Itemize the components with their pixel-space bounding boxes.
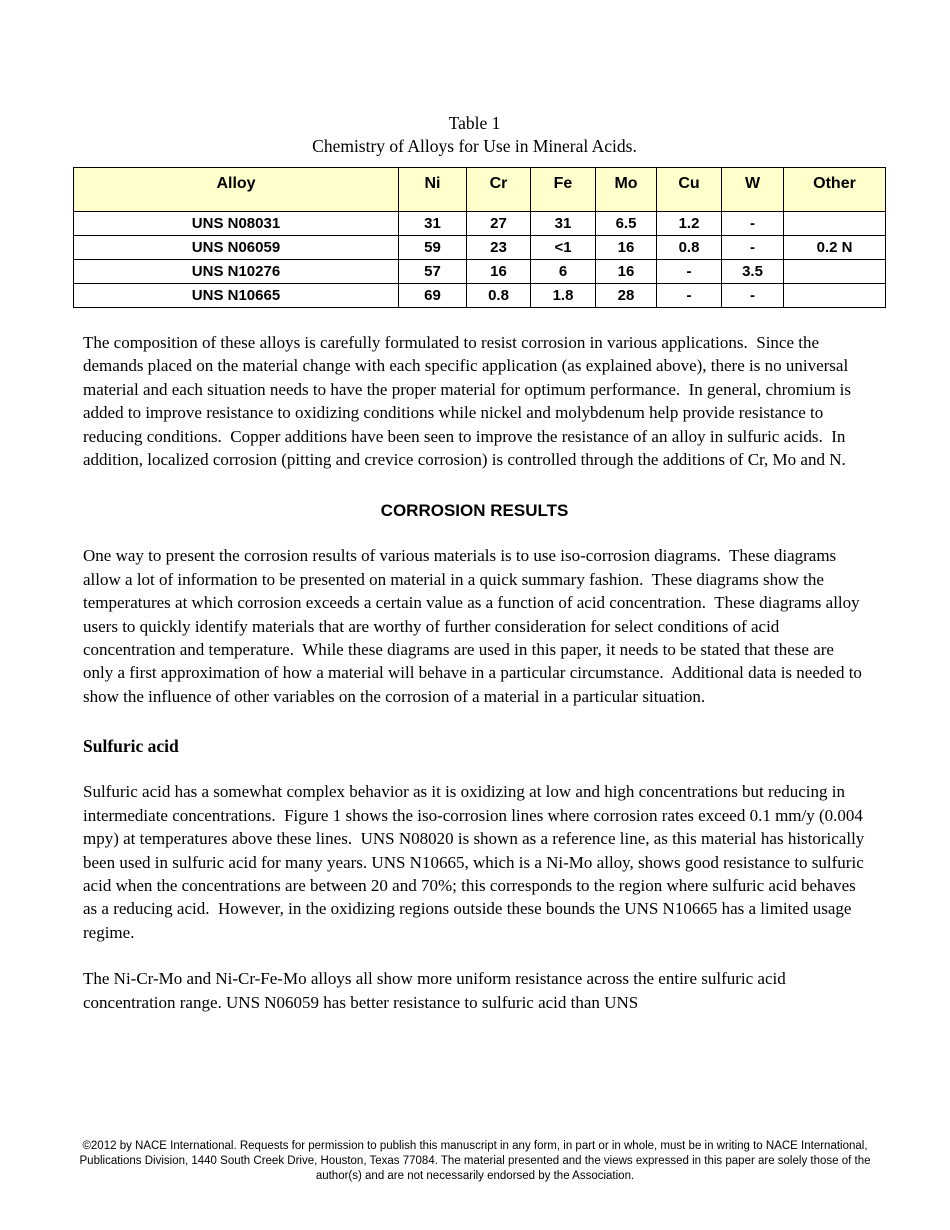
table-header-row <box>74 168 886 212</box>
column-header: Cr <box>467 168 531 212</box>
composition-value-cell: - <box>657 260 722 284</box>
table-row <box>74 284 886 308</box>
composition-value-cell <box>784 260 886 284</box>
composition-value-cell: 6 <box>531 260 596 284</box>
alloy-chemistry-table <box>73 167 886 308</box>
heading-corrosion-results: CORROSION RESULTS <box>380 501 569 521</box>
composition-value-cell: 31 <box>399 212 467 236</box>
composition-value-cell: 23 <box>467 236 531 260</box>
heading-sulfuric-acid: Sulfuric acid <box>83 736 179 757</box>
footer-copyright: ©2012 by NACE International. Requests for permission to publish this manuscript in any form, in part or in whole, must be in writing to NACE International, Publications Division, 1440 South Creek Drive, Houston, Texas 77084. The material presented and the views expressed in this paper are solely those of the author(s) and are not necessarily endorsed by the Association. <box>79 1140 871 1182</box>
composition-value-cell: 16 <box>596 260 657 284</box>
composition-value-cell: 28 <box>596 284 657 308</box>
paragraph-sulfuric-acid-behavior: Sulfuric acid has a somewhat complex behavior as it is oxidizing at low and high concentrations but reducing in intermediate concentrations. Figure 1 shows the iso-corrosion lines where corrosion rates exceed 0.1 mm/y (0.004 mpy) at temperatures above these lines. UNS N08020 is shown as a reference line, as this material has historically been used in sulfuric acid for many years. UNS N10665, which is a Ni-Mo alloy, shows good resistance to sulfuric acid when the concentrations are between 20 and 70%; this corresponds to the region where sulfuric acid behaves as a reducing acid. However, in the oxidizing regions outside these bounds the UNS N10665 has a limited usage regime. <box>83 782 869 942</box>
composition-value-cell: - <box>722 236 784 260</box>
column-header: Mo <box>596 168 657 212</box>
composition-value-cell: 59 <box>399 236 467 260</box>
composition-value-cell: 6.5 <box>596 212 657 236</box>
composition-value-cell: 16 <box>467 260 531 284</box>
composition-value-cell: 69 <box>399 284 467 308</box>
composition-value-cell: - <box>722 212 784 236</box>
column-header: Alloy <box>74 168 399 212</box>
column-header: Ni <box>399 168 467 212</box>
composition-value-cell: - <box>722 284 784 308</box>
composition-value-cell: 27 <box>467 212 531 236</box>
composition-value-cell: 3.5 <box>722 260 784 284</box>
composition-value-cell: 1.2 <box>657 212 722 236</box>
table-row <box>74 236 886 260</box>
alloy-name-cell: UNS N08031 <box>74 212 399 236</box>
table-row <box>74 260 886 284</box>
composition-value-cell: 0.8 <box>657 236 722 260</box>
alloy-name-cell: UNS N06059 <box>74 236 399 260</box>
composition-value-cell <box>784 212 886 236</box>
composition-value-cell: 57 <box>399 260 467 284</box>
composition-value-cell: 0.8 <box>467 284 531 308</box>
composition-value-cell: 16 <box>596 236 657 260</box>
paragraph-ni-cr-mo-alloys: The Ni-Cr-Mo and Ni-Cr-Fe-Mo alloys all show more uniform resistance across the entire sulfuric acid concentration range. UNS N06059 has better resistance to sulfuric acid than UNS <box>83 969 790 1012</box>
table-title-block <box>83 112 866 158</box>
composition-value-cell: 0.2 N <box>784 236 886 260</box>
alloy-name-cell: UNS N10665 <box>74 284 399 308</box>
paragraph-iso-corrosion: One way to present the corrosion results of various materials is to use iso-corrosion diagrams. These diagrams allow a lot of information to be presented on material in a quick summary fashion. These diagrams show the temperatures at which corrosion exceeds a certain value as a function of acid concentration. These diagrams alloy users to quickly identify materials that are worthy of further consideration for select conditions of acid concentration and temperature. While these diagrams are used in this paper, it needs to be stated that these are only a first approximation of how a material will behave in a particular circumstance. Additional data is needed to show the influence of other variables on the corrosion of a material in a particular situation. <box>83 546 867 706</box>
alloy-name-cell: UNS N10276 <box>74 260 399 284</box>
column-header: Other <box>784 168 886 212</box>
table-caption: Chemistry of Alloys for Use in Mineral Acids. <box>312 136 637 156</box>
composition-value-cell <box>784 284 886 308</box>
column-header: W <box>722 168 784 212</box>
composition-value-cell: 31 <box>531 212 596 236</box>
table-title: Table 1 <box>448 113 501 133</box>
composition-value-cell: <1 <box>531 236 596 260</box>
table-row <box>74 212 886 236</box>
column-header: Cu <box>657 168 722 212</box>
column-header: Fe <box>531 168 596 212</box>
composition-value-cell: 1.8 <box>531 284 596 308</box>
composition-value-cell: - <box>657 284 722 308</box>
paragraph-alloy-composition: The composition of these alloys is carefully formulated to resist corrosion in various applications. Since the demands placed on the material change with each specific application (as explained above), there is no universal material and each situation needs to have the proper material for optimum performance. In general, chromium is added to improve resistance to oxidizing conditions while nickel and molybdenum help provide resistance to reducing conditions. Copper additions have been seen to improve the resistance of an alloy in sulfuric acids. In addition, localized corrosion (pitting and crevice corrosion) is controlled through the additions of Cr, Mo and N. <box>83 333 856 470</box>
